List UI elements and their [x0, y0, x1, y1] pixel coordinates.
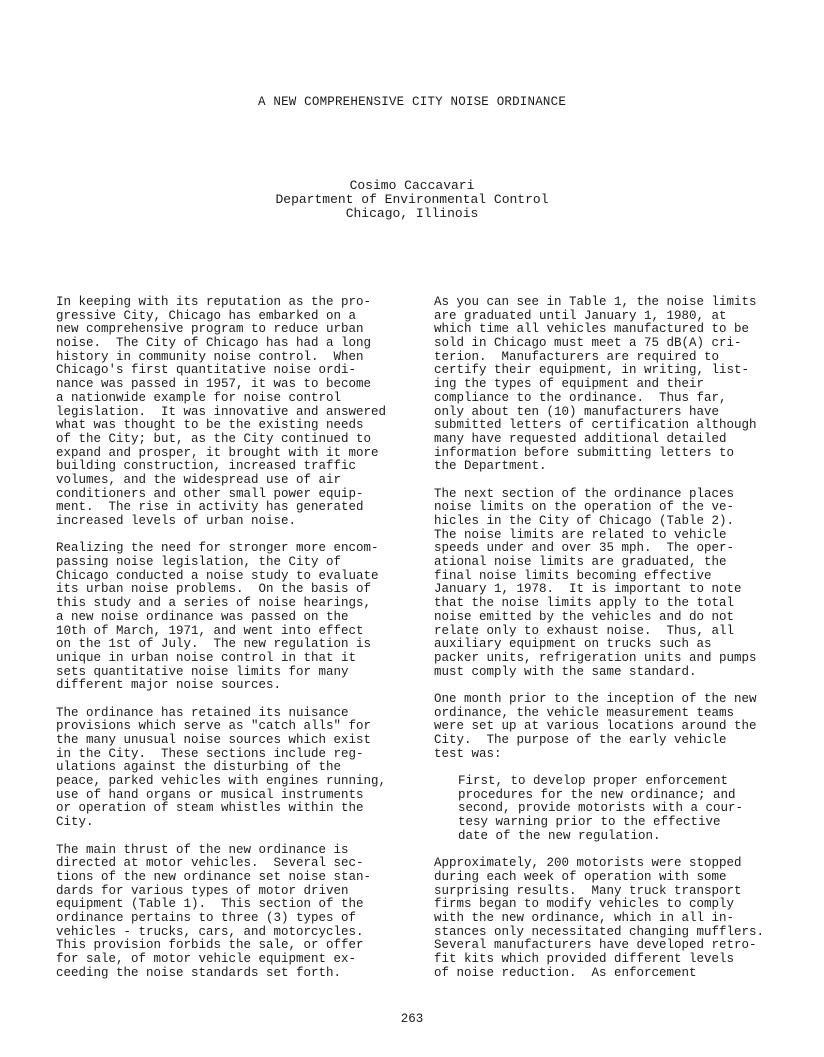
text-line: unique in urban noise control in that it [56, 650, 357, 665]
text-line: which time all vehicles manufactured to be [434, 322, 750, 337]
paper-title: A NEW COMPREHENSIVE CITY NOISE ORDINANCE [257, 95, 567, 109]
paragraph [56, 542, 406, 693]
text-line: second, provide motorists with a cour- [458, 801, 744, 816]
text-line: First, to develop proper enforcement [458, 774, 729, 789]
page-number: 263 [400, 1012, 424, 1026]
text-line: a new noise ordinance was passed on the [56, 609, 349, 624]
text-line: ing the types of equipment and their [434, 377, 705, 392]
text-line: the many unusual noise sources which exist [56, 733, 372, 747]
text-line: ment. The rise in activity has generated [56, 500, 364, 515]
paragraph [56, 296, 406, 529]
text-line: The main thrust of the new ordinance is [56, 842, 349, 857]
text-line: Chicago conducted a noise study to evaluate [56, 568, 379, 583]
text-line: sets quantitative noise limits for many [56, 664, 349, 679]
text-line: Chicago's first quantitative noise ordi- [56, 363, 357, 378]
text-line: expand and prosper, it brought with it more [56, 445, 379, 460]
text-line: equipment (Table 1). This section of the [56, 897, 364, 912]
text-line: City. The purpose of the early vehicle [434, 733, 727, 747]
right-column [434, 296, 784, 994]
text-line: directed at motor vehicles. Several sec- [56, 856, 364, 871]
text-line: or operation of steam whistles within the [56, 801, 364, 816]
text-line: submitted letters of certification although [434, 418, 757, 433]
text-line: peace, parked vehicles with engines running, [56, 774, 387, 789]
text-line: its urban noise problems. On the basis of [56, 582, 372, 597]
paragraph [434, 488, 784, 680]
text-line: history in community noise control. When [56, 349, 364, 364]
text-line: The next section of the ordinance places [434, 486, 735, 501]
text-line: during each week of operation with some [434, 869, 727, 884]
paragraph [434, 693, 784, 761]
text-line: what was thought to be the existing needs [56, 418, 364, 433]
text-line: with the new ordinance, which in all in- [434, 910, 735, 925]
text-line: relate only to exhaust noise. Thus, all [434, 623, 735, 638]
text-line: packer units, refrigeration units and pumps [434, 650, 757, 665]
text-line: This provision forbids the sale, or offer [56, 938, 364, 953]
text-line: that the noise limits apply to the total [434, 596, 735, 611]
text-line: volumes, and the widespread use of air [56, 472, 342, 487]
text-line: of noise reduction. As enforcement [434, 965, 697, 980]
text-line: information before submitting letters to [434, 445, 735, 460]
text-line: on the 1st of July. The new regulation is [56, 637, 372, 652]
text-line: One month prior to the inception of the new [434, 691, 757, 706]
text-line: City. [56, 815, 94, 830]
text-line: stances only necessitated changing mufflers. [434, 924, 765, 939]
text-line: speeds under and over 35 mph. The oper- [434, 541, 735, 556]
text-line: procedures for the new ordinance; and [458, 787, 736, 802]
text-line: this study and a series of noise hearings, [56, 596, 372, 611]
text-line: the Department. [434, 459, 547, 474]
text-line: were set up at various locations around the [434, 719, 757, 734]
text-line: certify their equipment, in writing, list- [434, 363, 750, 378]
text-line: for sale, of motor vehicle equipment ex- [56, 952, 357, 966]
text-line: noise. The City of Chicago has had a long [56, 336, 372, 351]
text-line: only about ten (10) manufacturers have [434, 404, 720, 419]
text-line: 10th of March, 1971, and went into effect [56, 623, 364, 638]
text-line: legislation. It was innovative and answered [56, 404, 387, 419]
text-line: Several manufacturers have developed retro- [434, 938, 757, 953]
text-line: noise emitted by the vehicles and do not [434, 609, 735, 624]
paragraph [434, 857, 784, 980]
text-line: compliance to the ordinance. Thus far, [434, 390, 727, 405]
text-line: building construction, increased traffic [56, 459, 357, 474]
author-block [0, 179, 824, 221]
author-location: Chicago, Illinois [345, 206, 479, 221]
text-line: dards for various types of motor driven [56, 883, 349, 898]
text-line: ational noise limits are graduated, the [434, 555, 727, 570]
block-quote [458, 775, 778, 843]
text-line: surprising results. Many truck transport [434, 883, 742, 898]
text-line: hicles in the City of Chicago (Table 2). [434, 514, 735, 528]
text-line: are graduated until January 1, 1980, at [434, 308, 727, 323]
text-line: conditioners and other small power equip- [56, 486, 364, 501]
text-line: ordinance, the vehicle measurement teams [434, 705, 735, 720]
text-line: date of the new regulation. [458, 828, 661, 843]
text-line: In keeping with its reputation as the pro- [56, 295, 372, 309]
text-line: final noise limits becoming effective [434, 568, 712, 583]
text-line: passing noise legislation, the City of [56, 555, 342, 570]
text-line: sold in Chicago must meet a 75 dB(A) cri- [434, 336, 742, 351]
paragraph [434, 296, 784, 474]
text-line: provisions which serve as "catch alls" for [56, 719, 372, 734]
author-name: Cosimo Caccavari [349, 178, 475, 193]
text-line: increased levels of urban noise. [56, 514, 297, 528]
text-line: of the City; but, as the City continued to [56, 431, 372, 446]
text-line: January 1, 1978. It is important to note [434, 582, 742, 597]
text-line: Realizing the need for stronger more encom- [56, 541, 379, 556]
text-line: a nationwide example for noise control [56, 390, 342, 405]
text-line: use of hand organs or musical instruments [56, 787, 364, 802]
paragraph [56, 707, 406, 830]
text-line: vehicles - trucks, cars, and motorcycles. [56, 924, 364, 939]
text-line: firms began to modify vehicles to comply [434, 897, 735, 912]
paragraph [56, 844, 406, 981]
text-line: terion. Manufacturers are required to [434, 349, 720, 364]
author-department: Department of Environmental Control [275, 192, 549, 207]
text-line: fit kits which provided different levels [434, 952, 735, 966]
text-line: noise limits on the operation of the ve- [434, 500, 735, 515]
text-line: different major noise sources. [56, 678, 282, 693]
text-line: new comprehensive program to reduce urban [56, 322, 364, 337]
text-line: ulations against the disturbing of the [56, 760, 342, 775]
text-line: As you can see in Table 1, the noise limits [434, 295, 757, 309]
text-line: The ordinance has retained its nuisance [56, 705, 349, 720]
text-line: in the City. These sections include reg- [56, 746, 364, 761]
text-line: gressive City, Chicago has embarked on a [56, 308, 357, 323]
text-line: many have requested additional detailed [434, 431, 727, 446]
text-line: must comply with the same standard. [434, 664, 697, 679]
text-line: nance was passed in 1957, it was to become [56, 377, 372, 392]
text-line: tions of the new ordinance set noise stan- [56, 869, 372, 884]
left-column [56, 296, 406, 994]
text-line: test was: [434, 746, 502, 761]
text-line: Approximately, 200 motorists were stopped [434, 856, 742, 871]
text-line: auxiliary equipment on trucks such as [434, 637, 712, 652]
text-line: ceeding the noise standards set forth. [56, 965, 342, 980]
text-line: tesy warning prior to the effective [458, 815, 721, 830]
text-line: ordinance pertains to three (3) types of [56, 910, 357, 925]
text-line: The noise limits are related to vehicle [434, 527, 727, 542]
